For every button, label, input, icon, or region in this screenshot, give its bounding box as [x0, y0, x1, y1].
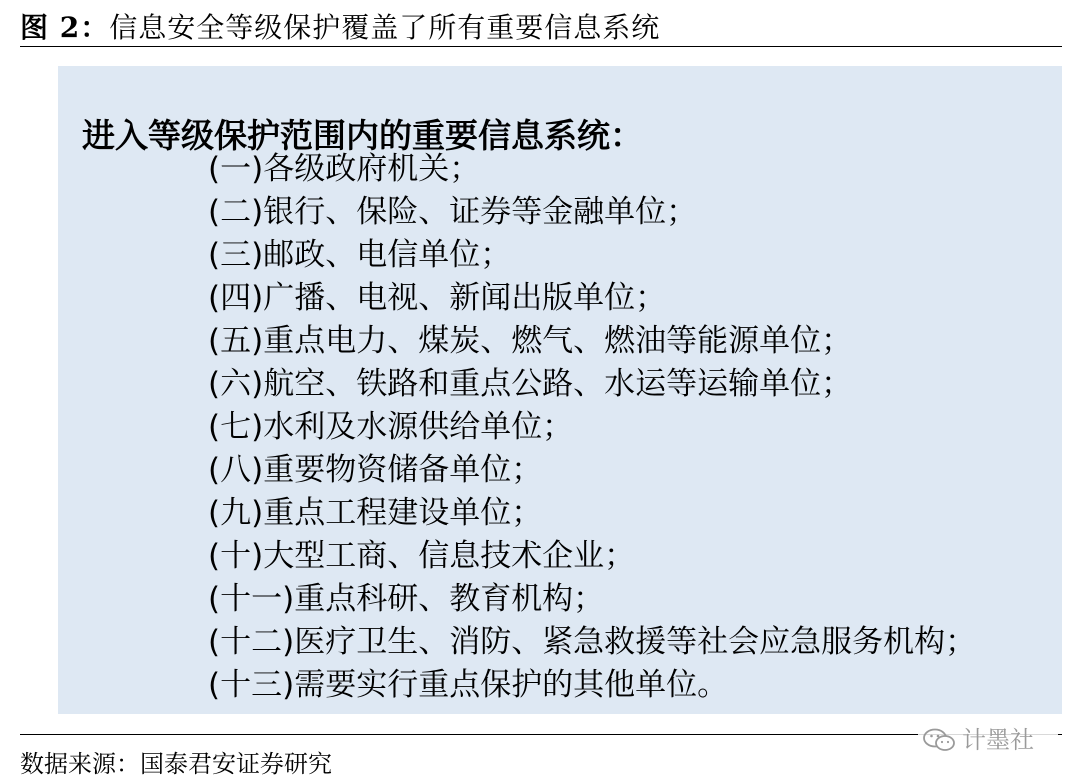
bottom-divider: [20, 734, 1062, 735]
list-item: (五)重点电力、煤炭、燃气、燃油等能源单位；: [208, 323, 853, 359]
list-item: (七)水利及水源供给单位；: [208, 409, 574, 445]
list-item: (四)广播、电视、新闻出版单位；: [208, 280, 667, 316]
figure-label: 图 2：: [20, 11, 110, 44]
watermark-text: 计墨社: [962, 726, 1034, 754]
list-item: (六)航空、铁路和重点公路、水运等运输单位；: [208, 366, 853, 402]
list-item: (八)重要物资储备单位；: [208, 452, 543, 488]
wechat-icon: [922, 727, 958, 753]
watermark: [918, 724, 1058, 756]
system-list: [208, 148, 976, 707]
list-item: (十一)重点科研、教育机构；: [208, 581, 605, 617]
list-item: (十二)医疗卫生、消防、紧急救援等社会应急服务机构；: [208, 624, 977, 660]
figure-title: [20, 6, 660, 46]
source-note: 数据来源：国泰君安证券研究: [20, 750, 332, 778]
figure-title-text: 信息安全等级保护覆盖了所有重要信息系统: [109, 11, 661, 44]
list-item: (三)邮政、电信单位；: [208, 237, 512, 273]
panel-heading: 进入等级保护范围内的重要信息系统：: [82, 116, 643, 155]
list-item: (九)重点工程建设单位；: [208, 495, 543, 531]
list-item: (二)银行、保险、证券等金融单位；: [208, 194, 698, 230]
list-item: (十三)需要实行重点保护的其他单位。: [208, 667, 729, 703]
list-item: (一)各级政府机关；: [208, 151, 481, 187]
list-item: (十)大型工商、信息技术企业；: [208, 538, 636, 574]
top-divider: [20, 46, 1062, 47]
